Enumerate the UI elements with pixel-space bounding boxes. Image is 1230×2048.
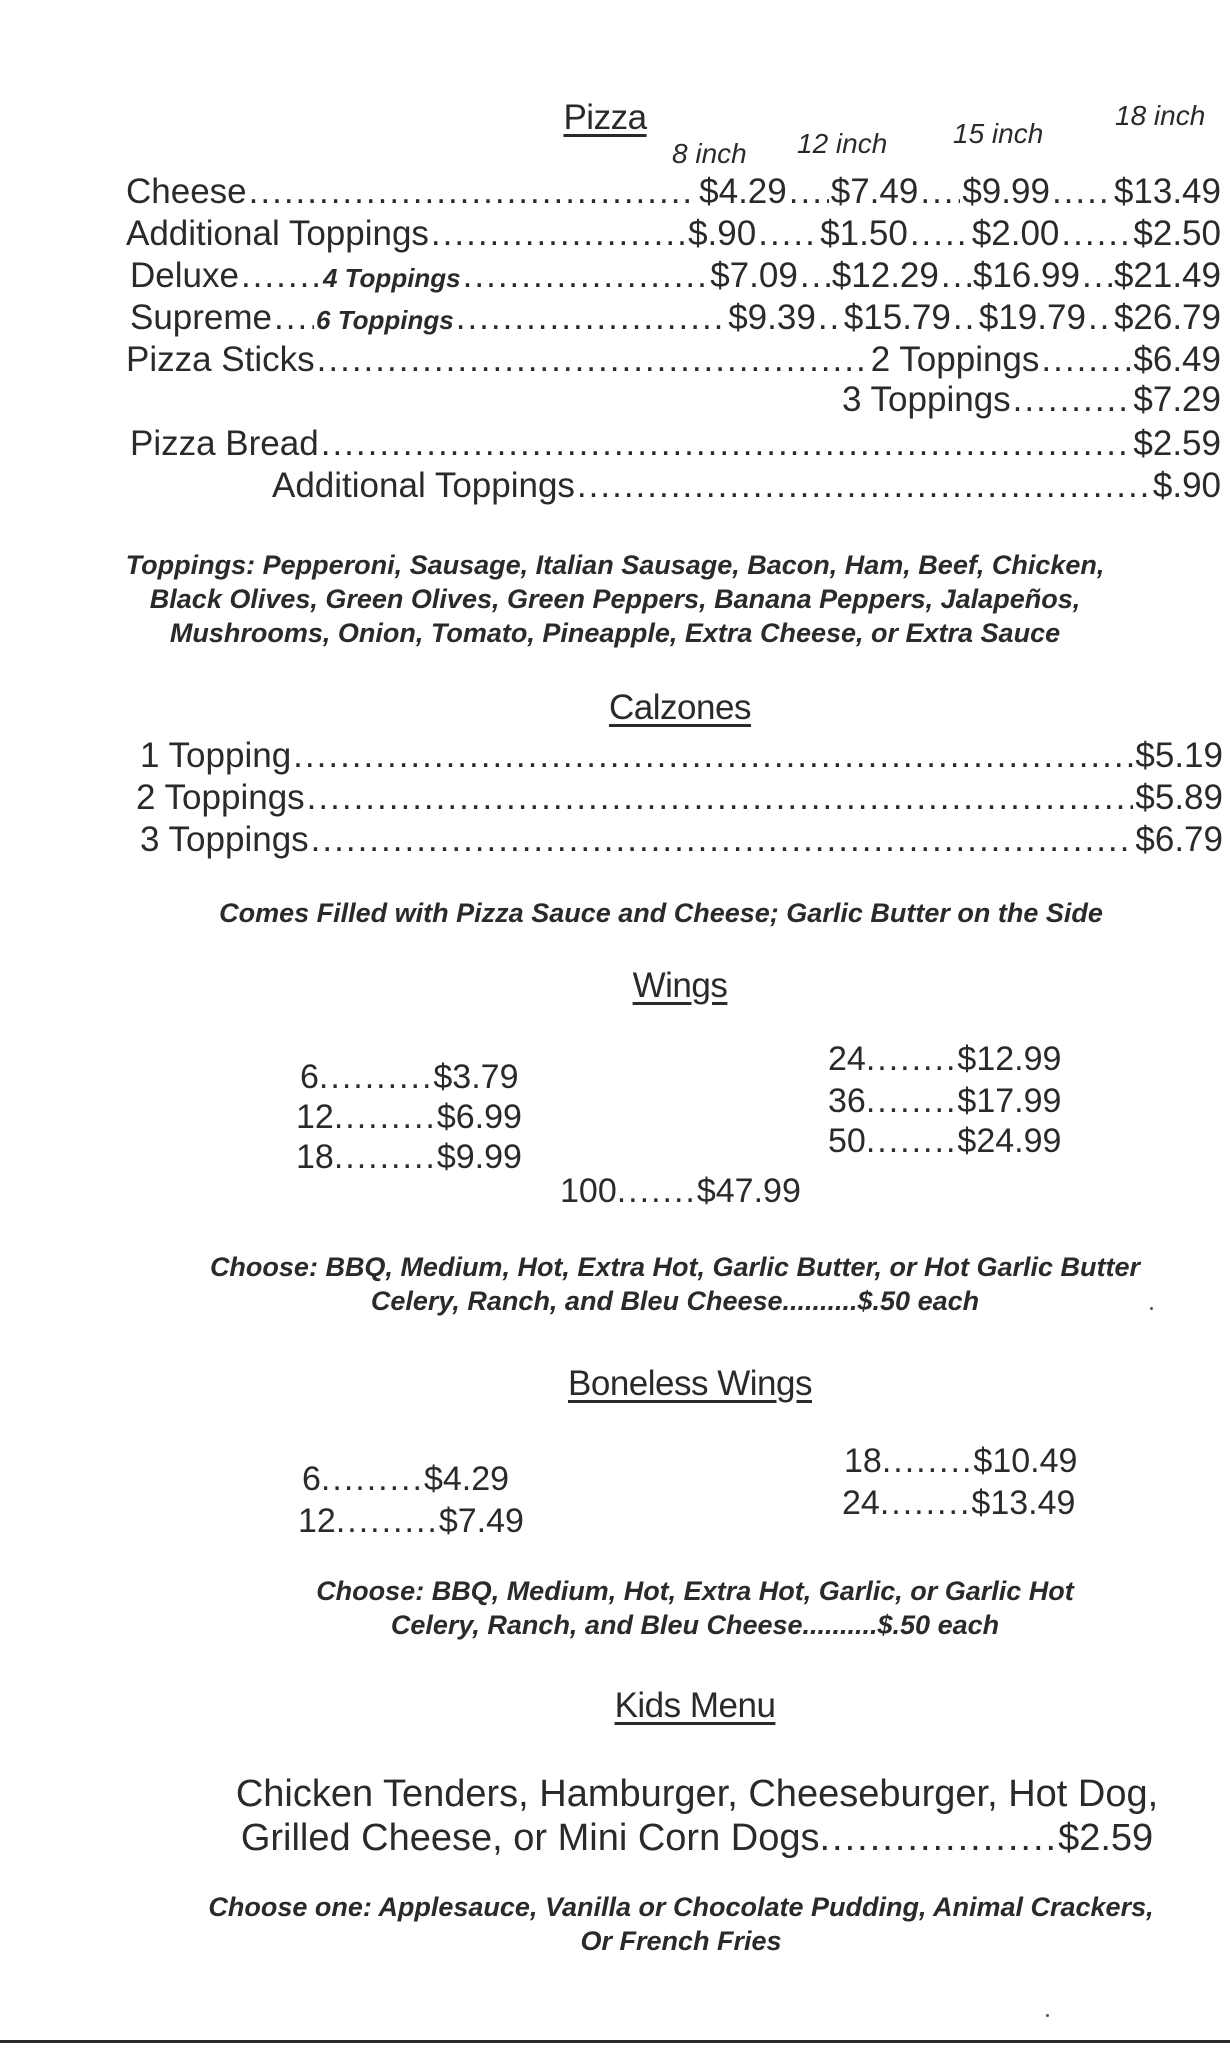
note-line: Or French Fries <box>580 1926 782 1956</box>
size-header-15: 15 inch <box>953 118 1044 149</box>
leader-dots <box>1082 256 1112 296</box>
pizza-heading: Pizza <box>563 98 647 137</box>
leader-dots <box>1041 340 1131 380</box>
wing-price: $47.99 <box>696 1172 801 1210</box>
calzone-row-3 <box>140 820 1223 860</box>
wing-price: $10.49 <box>973 1442 1078 1480</box>
wing-price: $6.99 <box>436 1098 522 1136</box>
leader-dots <box>1088 298 1112 338</box>
item-label: 1 Topping <box>140 736 292 775</box>
leader-dots <box>1052 172 1112 212</box>
size-header-8: 8 inch <box>672 138 747 169</box>
boneless-wings-heading: Boneless Wings <box>568 1364 812 1403</box>
pizza-row-additional-toppings <box>126 214 1221 254</box>
item-price: $2.59 <box>1133 424 1221 463</box>
leader-dots <box>456 298 726 338</box>
leader-dots <box>317 340 869 380</box>
wing-price: $3.79 <box>433 1058 519 1096</box>
wing-count: 24 <box>828 1040 866 1078</box>
wing-count: 18 <box>844 1442 882 1480</box>
kids-menu-heading: Kids Menu <box>614 1686 776 1725</box>
leader-dots: ........ <box>881 1442 974 1480</box>
wing-row <box>296 1098 522 1137</box>
item-label: Pizza Sticks <box>126 340 315 379</box>
item-price: $5.19 <box>1135 736 1223 775</box>
price-18: $2.50 <box>1133 214 1221 253</box>
leader-dots <box>274 298 314 338</box>
leader-dots <box>463 256 709 296</box>
wing-price: $24.99 <box>957 1122 1062 1160</box>
price-15: $2.00 <box>971 214 1060 253</box>
price-12: $7.49 <box>830 172 919 211</box>
wing-row <box>828 1122 1061 1161</box>
leader-dots: ........ <box>865 1082 958 1120</box>
price-12: $15.79 <box>843 298 951 337</box>
wing-row <box>296 1138 522 1177</box>
option-label: 3 Toppings <box>842 380 1011 419</box>
item-label: 2 Toppings <box>136 778 305 817</box>
price-8: $4.29 <box>699 172 787 211</box>
kids-menu-items <box>82 1772 1230 1860</box>
leader-dots: ....... <box>616 1172 697 1210</box>
leader-dots <box>293 736 1133 776</box>
leader-dots: .......... <box>318 1058 434 1096</box>
wings-note <box>60 1250 1230 1318</box>
leader-dots <box>577 466 1151 506</box>
scan-speck <box>1046 2014 1049 2017</box>
price-8: $9.39 <box>728 298 816 337</box>
price-8: $.90 <box>688 214 757 253</box>
wing-price: $17.99 <box>957 1082 1062 1120</box>
price-15: $9.99 <box>962 172 1050 211</box>
boneless-row <box>302 1460 509 1499</box>
wing-count: 6 <box>300 1058 319 1096</box>
kids-menu-note <box>66 1890 1230 1958</box>
item-price: $5.89 <box>1135 778 1223 817</box>
kids-line-2 <box>82 1816 1230 1860</box>
leader-dots <box>307 778 1134 818</box>
wing-row <box>560 1172 801 1211</box>
boneless-row <box>844 1442 1077 1481</box>
pizza-row-supreme <box>130 298 1221 338</box>
wing-row <box>300 1058 518 1097</box>
leader-dots: ......... <box>335 1502 439 1540</box>
note-line: Black Olives, Green Olives, Green Peppers, Banana Peppers, Jalapeños, <box>149 584 1081 614</box>
price-18: $21.49 <box>1113 256 1221 295</box>
price-15: $16.99 <box>972 256 1080 295</box>
leader-dots <box>249 172 698 212</box>
pizza-row-pizza-sticks <box>126 340 1221 380</box>
note-line: Toppings: Pepperoni, Sausage, Italian Sausage, Bacon, Ham, Beef, Chicken, <box>125 550 1105 580</box>
calzone-row-2 <box>136 778 1223 818</box>
item-label: 3 Toppings <box>140 820 309 859</box>
option-price: $6.49 <box>1133 340 1221 379</box>
pizza-row-deluxe <box>130 256 1221 296</box>
pizza-row-cheese <box>126 172 1221 212</box>
leader-dots <box>311 820 1134 860</box>
price-18: $26.79 <box>1113 298 1221 337</box>
note-line: Choose: BBQ, Medium, Hot, Extra Hot, Garlic, or Garlic Hot <box>316 1576 1074 1606</box>
note-line: Celery, Ranch, and Bleu Cheese..........$.50 each <box>370 1286 980 1316</box>
calzones-heading: Calzones <box>609 688 751 727</box>
boneless-row <box>298 1502 524 1541</box>
boneless-row <box>842 1484 1075 1523</box>
leader-dots <box>321 424 1132 464</box>
price-15: $19.79 <box>978 298 1086 337</box>
wing-row <box>828 1082 1061 1121</box>
leader-dots <box>241 256 321 296</box>
note-line: Celery, Ranch, and Bleu Cheese..........$.50 each <box>390 1610 1000 1640</box>
item-label: Pizza Bread <box>130 424 319 463</box>
leader-dots <box>800 256 830 296</box>
leader-dots <box>1013 380 1132 420</box>
leader-dots <box>789 172 829 212</box>
wing-count: 12 <box>298 1502 336 1540</box>
item-label: Cheese <box>126 172 247 211</box>
price-18: $13.49 <box>1113 172 1221 211</box>
leader-dots <box>920 172 960 212</box>
wing-count: 6 <box>302 1460 321 1498</box>
wing-count: 36 <box>828 1082 866 1120</box>
boneless-wings-note <box>80 1574 1230 1642</box>
size-header-12: 12 inch <box>797 128 888 159</box>
leader-dots: ......... <box>320 1460 424 1498</box>
leader-dots: ........ <box>879 1484 972 1522</box>
option-label: 2 Toppings <box>870 340 1040 379</box>
kids-line-2-text: Grilled Cheese, or Mini Corn Dogs <box>240 1817 820 1859</box>
leader-dots <box>818 298 842 338</box>
leader-dots <box>953 298 977 338</box>
note-line: Choose one: Applesauce, Vanilla or Chocolate Pudding, Animal Crackers, <box>208 1892 1154 1922</box>
item-note: 4 Toppings <box>322 263 461 293</box>
wing-price: $13.49 <box>971 1484 1076 1522</box>
price-12: $12.29 <box>831 256 939 295</box>
leader-dots <box>758 214 818 254</box>
wing-count: 50 <box>828 1122 866 1160</box>
wing-price: $9.99 <box>436 1138 522 1176</box>
leader-dots <box>1061 214 1131 254</box>
kids-price: $2.59 <box>1058 1817 1154 1859</box>
wing-count: 12 <box>296 1098 334 1136</box>
item-note: 6 Toppings <box>316 305 454 335</box>
page-bottom-edge <box>0 2040 1230 2043</box>
wings-heading: Wings <box>632 966 728 1005</box>
item-label: Additional Toppings <box>272 466 575 505</box>
wing-row <box>828 1040 1061 1079</box>
calzones-note: Comes Filled with Pizza Sauce and Cheese; Garlic Butter on the Side <box>219 898 1103 928</box>
scan-speck <box>1150 1307 1153 1310</box>
leader-dots <box>941 256 971 296</box>
calzone-row-1 <box>140 736 1223 776</box>
item-label: Deluxe <box>130 256 239 295</box>
wing-count: 100 <box>560 1172 617 1210</box>
note-line: Mushrooms, Onion, Tomato, Pineapple, Extra Cheese, or Extra Sauce <box>169 618 1061 648</box>
pizza-bread-additional-toppings <box>272 466 1221 506</box>
leader-dots: ......... <box>333 1098 437 1136</box>
item-price: $6.79 <box>1135 820 1223 859</box>
leader-dots <box>431 214 686 254</box>
item-label: Supreme <box>130 298 273 337</box>
size-header-18: 18 inch <box>1115 100 1206 131</box>
leader-dots <box>910 214 970 254</box>
option-price: $7.29 <box>1133 380 1221 419</box>
leader-dots: ........ <box>865 1040 958 1078</box>
wing-count: 24 <box>842 1484 880 1522</box>
pizza-row-pizza-bread <box>130 424 1221 464</box>
item-price: $.90 <box>1152 466 1221 505</box>
wing-price: $4.29 <box>423 1460 510 1498</box>
leader-dots: ........ <box>865 1122 958 1160</box>
note-line: Choose: BBQ, Medium, Hot, Extra Hot, Garlic Butter, or Hot Garlic Butter <box>209 1252 1141 1282</box>
wing-price: $12.99 <box>957 1040 1062 1078</box>
item-label: Additional Toppings <box>126 214 429 253</box>
kids-line-1: Chicken Tenders, Hamburger, Cheeseburger, Hot Dog, <box>235 1773 1159 1815</box>
wing-price: $7.49 <box>438 1502 524 1540</box>
price-12: $1.50 <box>820 214 908 253</box>
leader-dots: ......... <box>333 1138 437 1176</box>
toppings-note <box>0 548 1230 650</box>
leader-dots: ................... <box>819 1817 1059 1859</box>
pizza-sticks-option-3 <box>842 380 1221 420</box>
wing-count: 18 <box>296 1138 334 1176</box>
price-8: $7.09 <box>710 256 798 295</box>
